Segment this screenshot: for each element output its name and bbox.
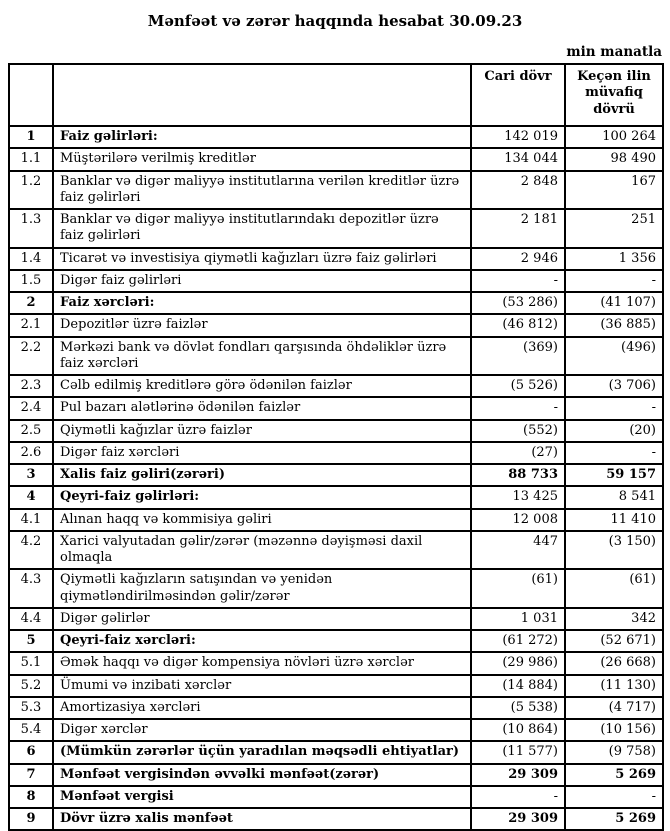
table-body xyxy=(9,126,663,830)
previous-value: (20) xyxy=(565,420,663,442)
current-value: 2 946 xyxy=(471,248,565,270)
current-value: 447 xyxy=(471,531,565,570)
table-row xyxy=(9,442,663,464)
previous-value: 342 xyxy=(565,608,663,630)
row-label: Qiymətli kağızlar üzrə faizlər xyxy=(53,420,471,442)
row-number: 2.4 xyxy=(9,397,53,419)
previous-value: (9 758) xyxy=(565,741,663,763)
current-value: (53 286) xyxy=(471,292,565,314)
current-value: 29 309 xyxy=(471,764,565,786)
table-row xyxy=(9,531,663,570)
row-number: 3 xyxy=(9,464,53,486)
row-number: 1.2 xyxy=(9,171,53,210)
header-description-column xyxy=(53,64,471,126)
row-label: Digər faiz xərcləri xyxy=(53,442,471,464)
current-value: 142 019 xyxy=(471,126,565,148)
row-number: 2.3 xyxy=(9,375,53,397)
row-label: Mərkəzi bank və dövlət fondları qarşısında öhdəliklər üzrə faiz xərcləri xyxy=(53,337,471,376)
previous-value: (11 130) xyxy=(565,675,663,697)
current-value: (5 538) xyxy=(471,697,565,719)
current-value: (552) xyxy=(471,420,565,442)
table-row xyxy=(9,375,663,397)
row-number: 2.2 xyxy=(9,337,53,376)
current-value: 13 425 xyxy=(471,486,565,508)
current-value: 134 044 xyxy=(471,148,565,170)
current-value: (14 884) xyxy=(471,675,565,697)
previous-value: (36 885) xyxy=(565,314,663,336)
current-value: (61 272) xyxy=(471,630,565,652)
previous-value: (26 668) xyxy=(565,652,663,674)
profit-loss-table xyxy=(8,63,664,831)
previous-value: (3 706) xyxy=(565,375,663,397)
table-row xyxy=(9,248,663,270)
table-row xyxy=(9,337,663,376)
row-label: Faiz gəlirləri: xyxy=(53,126,471,148)
row-number: 9 xyxy=(9,808,53,830)
table-row xyxy=(9,719,663,741)
row-number: 2.1 xyxy=(9,314,53,336)
table-row xyxy=(9,314,663,336)
current-value: (46 812) xyxy=(471,314,565,336)
table-row xyxy=(9,786,663,808)
current-value: - xyxy=(471,270,565,292)
table-row xyxy=(9,764,663,786)
row-number: 4.1 xyxy=(9,509,53,531)
row-number: 1 xyxy=(9,126,53,148)
previous-value: (10 156) xyxy=(565,719,663,741)
row-number: 1.1 xyxy=(9,148,53,170)
unit-note: min manatla xyxy=(566,44,662,60)
table-row xyxy=(9,270,663,292)
row-label: Cəlb edilmiş kreditlərə görə ödənilən faizlər xyxy=(53,375,471,397)
row-number: 2.5 xyxy=(9,420,53,442)
row-label: Digər gəlirlər xyxy=(53,608,471,630)
previous-value: 11 410 xyxy=(565,509,663,531)
header-previous-period: Keçən ilin müvafiq dövrü xyxy=(565,64,663,126)
table-row xyxy=(9,171,663,210)
row-label: Xarici valyutadan gəlir/zərər (məzənnə dəyişməsi daxil olmaqla xyxy=(53,531,471,570)
row-number: 6 xyxy=(9,741,53,763)
row-number: 4 xyxy=(9,486,53,508)
previous-value: 100 264 xyxy=(565,126,663,148)
row-number: 5.4 xyxy=(9,719,53,741)
row-label: Amortizasiya xərcləri xyxy=(53,697,471,719)
current-value: 2 181 xyxy=(471,209,565,248)
row-label: Qeyri-faiz gəlirləri: xyxy=(53,486,471,508)
table-row xyxy=(9,675,663,697)
previous-value: 98 490 xyxy=(565,148,663,170)
row-number: 4.3 xyxy=(9,569,53,608)
previous-value: (61) xyxy=(565,569,663,608)
row-label: Pul bazarı alətlərinə ödənilən faizlər xyxy=(53,397,471,419)
table-row xyxy=(9,464,663,486)
row-label: Digər faiz gəlirləri xyxy=(53,270,471,292)
row-label: (Mümkün zərərlər üçün yaradılan məqsədli ehtiyatlar) xyxy=(53,741,471,763)
previous-value: - xyxy=(565,397,663,419)
previous-value: - xyxy=(565,442,663,464)
row-label: Alınan haqq və kommisiya gəliri xyxy=(53,509,471,531)
current-value: - xyxy=(471,786,565,808)
table-row xyxy=(9,569,663,608)
current-value: 88 733 xyxy=(471,464,565,486)
previous-value: (4 717) xyxy=(565,697,663,719)
current-value: 29 309 xyxy=(471,808,565,830)
table-row xyxy=(9,486,663,508)
table-row xyxy=(9,741,663,763)
header-current-period: Cari dövr xyxy=(471,64,565,126)
row-number: 4.2 xyxy=(9,531,53,570)
row-number: 1.3 xyxy=(9,209,53,248)
table-row xyxy=(9,509,663,531)
previous-value: - xyxy=(565,786,663,808)
current-value: 12 008 xyxy=(471,509,565,531)
table-row xyxy=(9,608,663,630)
table-row xyxy=(9,126,663,148)
table-row xyxy=(9,652,663,674)
table-row xyxy=(9,148,663,170)
table-row xyxy=(9,808,663,830)
table-row xyxy=(9,209,663,248)
current-value: (10 864) xyxy=(471,719,565,741)
row-number: 5.2 xyxy=(9,675,53,697)
row-label: Qiymətli kağızların satışından və yenidən qiymətləndirilməsindən gəlir/zərər xyxy=(53,569,471,608)
row-label: Digər xərclər xyxy=(53,719,471,741)
table-row xyxy=(9,420,663,442)
row-label: Faiz xərcləri: xyxy=(53,292,471,314)
page-title: Mənfəət və zərər haqqında hesabat 30.09.23 xyxy=(147,12,523,30)
previous-value: (52 671) xyxy=(565,630,663,652)
table-header-row xyxy=(9,64,663,126)
row-label: Ümumi və inzibati xərclər xyxy=(53,675,471,697)
row-label: Əmək haqqı və digər kompensiya növləri üzrə xərclər xyxy=(53,652,471,674)
table-row xyxy=(9,397,663,419)
previous-value: 5 269 xyxy=(565,808,663,830)
table-row xyxy=(9,292,663,314)
row-number: 2.6 xyxy=(9,442,53,464)
current-value: - xyxy=(471,397,565,419)
row-label: Mənfəət vergisindən əvvəlki mənfəət(zərər) xyxy=(53,764,471,786)
row-number: 2 xyxy=(9,292,53,314)
row-label: Banklar və digər maliyyə institutlarındakı depozitlər üzrə faiz gəlirləri xyxy=(53,209,471,248)
previous-value: (496) xyxy=(565,337,663,376)
row-label: Banklar və digər maliyyə institutlarına verilən kreditlər üzrə faiz gəlirləri xyxy=(53,171,471,210)
current-value: (11 577) xyxy=(471,741,565,763)
current-value: (369) xyxy=(471,337,565,376)
row-label: Mənfəət vergisi xyxy=(53,786,471,808)
current-value: 1 031 xyxy=(471,608,565,630)
row-number: 5.1 xyxy=(9,652,53,674)
row-label: Qeyri-faiz xərcləri: xyxy=(53,630,471,652)
header-number-column xyxy=(9,64,53,126)
previous-value: (41 107) xyxy=(565,292,663,314)
row-label: Xalis faiz gəliri(zərəri) xyxy=(53,464,471,486)
row-label: Dövr üzrə xalis mənfəət xyxy=(53,808,471,830)
row-label: Depozitlər üzrə faizlər xyxy=(53,314,471,336)
row-number: 8 xyxy=(9,786,53,808)
previous-value: 1 356 xyxy=(565,248,663,270)
previous-value: 251 xyxy=(565,209,663,248)
current-value: (29 986) xyxy=(471,652,565,674)
previous-value: 59 157 xyxy=(565,464,663,486)
current-value: (5 526) xyxy=(471,375,565,397)
previous-value: (3 150) xyxy=(565,531,663,570)
table-row xyxy=(9,697,663,719)
row-label: Ticarət və investisiya qiymətli kağızları üzrə faiz gəlirləri xyxy=(53,248,471,270)
current-value: 2 848 xyxy=(471,171,565,210)
current-value: (61) xyxy=(471,569,565,608)
previous-value: 5 269 xyxy=(565,764,663,786)
row-number: 5.3 xyxy=(9,697,53,719)
current-value: (27) xyxy=(471,442,565,464)
row-label: Müştərilərə verilmiş kreditlər xyxy=(53,148,471,170)
row-number: 1.4 xyxy=(9,248,53,270)
table-row xyxy=(9,630,663,652)
previous-value: 8 541 xyxy=(565,486,663,508)
previous-value: 167 xyxy=(565,171,663,210)
row-number: 1.5 xyxy=(9,270,53,292)
row-number: 4.4 xyxy=(9,608,53,630)
previous-value: - xyxy=(565,270,663,292)
row-number: 5 xyxy=(9,630,53,652)
row-number: 7 xyxy=(9,764,53,786)
